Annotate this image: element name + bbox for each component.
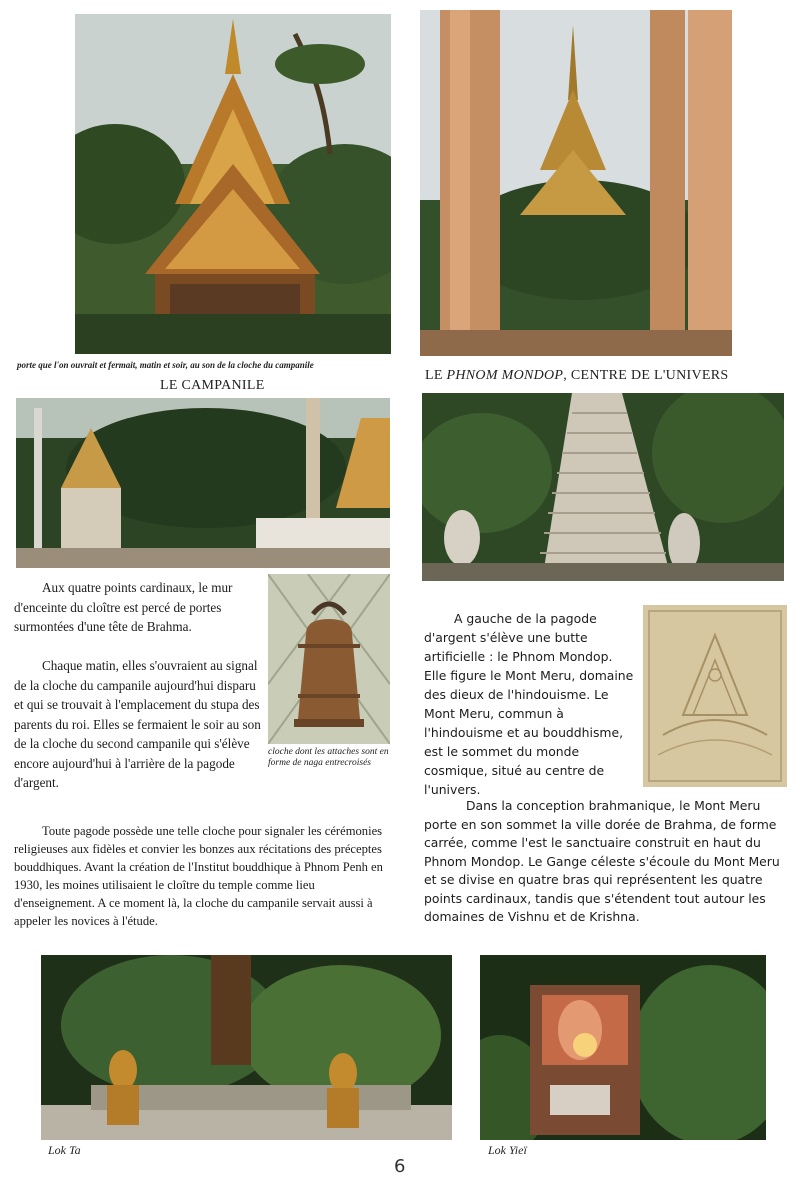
page-number: 6 <box>394 1156 406 1177</box>
left-paragraph-2-text: Chaque matin, elles s'ouvraient au signal de la cloche du campanile aujourd'hui disparu et qui se trouvait à l'emplacement du stupa des parents du roi. Elles se fermaient le soir au son de la cloche du second campanile qui s'élève encore aujourd'hui à l'arrière de la pagode d'argent. <box>14 658 261 790</box>
lok-yiei-label: Lok Yieï <box>488 1143 527 1157</box>
left-paragraph-2 <box>14 656 266 793</box>
mont-meru-engraving <box>643 605 787 787</box>
lok-ta-label: Lok Ta <box>48 1143 81 1157</box>
lok-yiei-photo <box>480 955 766 1140</box>
left-paragraph-1-text: Aux quatre points cardinaux, le mur d'enceinte du cloître est percé de portes surmontées d'une tête de Brahma. <box>14 580 233 634</box>
campanile-title: LE CAMPANILE <box>160 378 265 393</box>
courtyard-photo <box>16 398 390 568</box>
bell-photo <box>268 574 390 744</box>
right-paragraph-1-text: A gauche de la pagode d'argent s'élève une butte artificielle : le Phnom Mondop. Elle figure le Mont Meru, domaine des dieux de l'hindouisme. Le Mont Meru, commun à l'hindouisme et au bouddhisme, est le sommet du monde cosmique, situé au centre de l'univers. <box>424 611 634 797</box>
phnom-mondop-title-before: LE <box>425 368 443 383</box>
phnom-mondop-title-after: , CENTRE DE L'UNIVERS <box>563 368 729 383</box>
left-paragraph-1 <box>14 578 264 637</box>
phnom-mondop-columns-photo <box>420 10 732 356</box>
right-paragraph-2 <box>424 797 786 927</box>
lok-ta-photo <box>41 955 452 1140</box>
campanile-photo <box>75 14 391 354</box>
right-paragraph-2-text: Dans la conception brahmanique, le Mont Meru porte en son sommet la ville dorée de Brahma, de forme carrée, comme l'est le sanctuaire construit en haut du Phnom Mondop. Le Gange céleste s'écoule du Mont Meru et se divise en quatre bras qui représentent les quatre points cardinaux, tandis que s'étendent tout autour les domaines de Vishnu et de Krishna. <box>424 798 780 924</box>
phnom-mondop-title <box>425 368 728 384</box>
left-paragraph-3-text: Toute pagode possède une telle cloche pour signaler les cérémonies religieuses aux fidèles et convier les bonzes aux récitations des préceptes bouddhiques. Avant la création de l'Institut bouddhique à Phnom Penh en 1930, les moines utilisaient le cloître du temple comme lieu d'enseignement. A ce moment là, la cloche du campanile servait aussi à appeler les novices à l'étude. <box>14 824 383 928</box>
phnom-mondop-title-italic: PHNOM MONDOP <box>446 368 564 383</box>
staircase-photo <box>422 393 784 581</box>
right-paragraph-1 <box>424 609 638 799</box>
bell-caption: cloche dont les attaches sont en forme de naga entrecroisés <box>268 747 389 768</box>
left-paragraph-3 <box>14 822 392 930</box>
campanile-photo-caption: porte que l'on ouvrait et fermait, matin et soir, au son de la cloche du campanile <box>17 360 314 370</box>
